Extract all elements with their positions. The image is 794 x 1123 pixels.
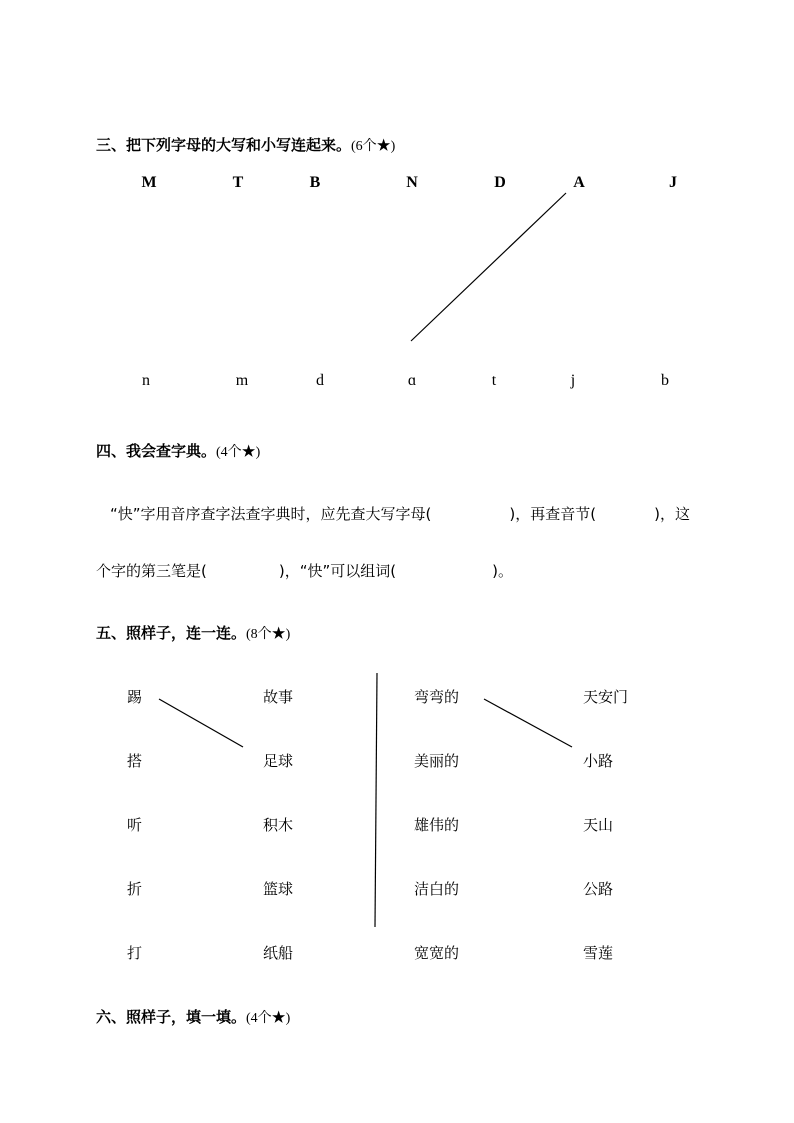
- object-item: 故事: [263, 688, 294, 706]
- section3-note: (6个★): [351, 139, 396, 154]
- section5-heading: [96, 622, 290, 643]
- object-item: 足球: [263, 752, 294, 770]
- section5-title: 五、照样子，连一连。: [96, 624, 247, 642]
- uppercase-letter: N: [406, 174, 418, 191]
- adjective-item: 宽宽的: [414, 944, 460, 962]
- object-item: 积木: [263, 816, 294, 834]
- example-line-A-to-a: [411, 193, 566, 341]
- uppercase-letter: B: [309, 174, 321, 191]
- verb-item: 搭: [127, 752, 143, 770]
- line2-text-c: )。: [492, 562, 513, 580]
- section6-title: 六、照样子，填一填。: [96, 1008, 247, 1026]
- adjective-item: 弯弯的: [414, 688, 460, 706]
- column-divider: [375, 673, 377, 927]
- lowercase-letter: b: [661, 372, 669, 389]
- object-item: 篮球: [263, 880, 294, 898]
- section6-heading: [96, 1006, 290, 1027]
- section4-note: (4个★): [216, 445, 261, 460]
- section3-title: 三、把下列字母的大写和小写连起来。: [96, 136, 352, 154]
- section3-heading: [96, 134, 395, 155]
- uppercase-letter: J: [669, 174, 677, 191]
- uppercase-letter: D: [494, 174, 506, 191]
- uppercase-letter: A: [573, 174, 585, 191]
- line1-text-c: )，这: [654, 505, 690, 523]
- adjective-item: 洁白的: [414, 880, 460, 898]
- lowercase-letter: n: [142, 372, 150, 389]
- example-line-wanwan-xiaolu: [484, 699, 572, 747]
- noun-item: 小路: [583, 752, 614, 770]
- lowercase-letter: d: [316, 372, 324, 389]
- section4-heading: [96, 440, 260, 461]
- verb-item: 折: [127, 880, 143, 898]
- line2-text-b: )，“快”可以组词(: [278, 562, 397, 580]
- object-item: 纸船: [263, 944, 294, 962]
- lowercase-letter: m: [235, 372, 249, 389]
- noun-item: 天安门: [583, 688, 629, 706]
- uppercase-letter: M: [141, 174, 157, 191]
- lowercase-letter: ɑ: [407, 372, 417, 389]
- lowercase-letter: j: [570, 372, 576, 389]
- uppercase-letter: T: [232, 174, 244, 191]
- noun-item: 天山: [583, 816, 614, 834]
- adjective-item: 雄伟的: [414, 816, 460, 834]
- lowercase-letter: t: [491, 372, 497, 389]
- line1-text-b: )，再查音节(: [509, 505, 597, 523]
- dictionary-question-line2: [96, 560, 513, 581]
- verb-item: 打: [127, 944, 143, 962]
- section5-note: (8个★): [246, 627, 291, 642]
- adjective-item: 美丽的: [414, 752, 460, 770]
- example-line-ti-zuqiu: [159, 699, 243, 747]
- verb-item: 听: [127, 816, 143, 834]
- verb-item: 踢: [127, 688, 143, 706]
- line1-text-a: “快”字用音序查字法查字典时，应先查大写字母(: [110, 505, 432, 523]
- dictionary-question-line1: [110, 503, 690, 524]
- line2-text-a: 个字的第三笔是(: [96, 562, 207, 580]
- section6-note: (4个★): [246, 1011, 291, 1026]
- noun-item: 公路: [583, 880, 614, 898]
- section4-title: 四、我会查字典。: [96, 442, 217, 460]
- noun-item: 雪莲: [583, 944, 614, 962]
